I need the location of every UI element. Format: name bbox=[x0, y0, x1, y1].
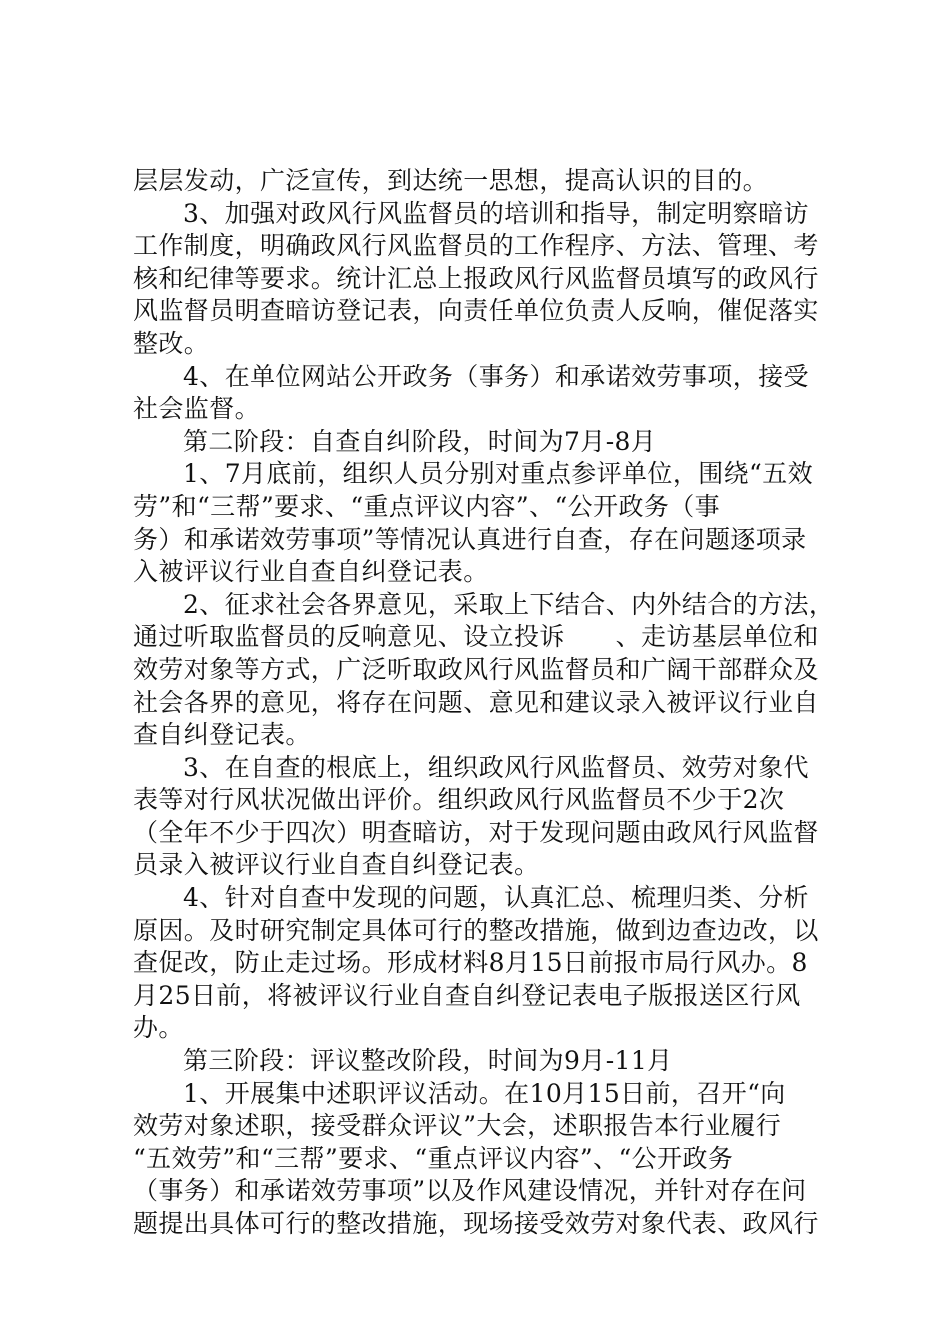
text-line: 月25日前，将被评议行业自查自纠登记表电子版报送区行风 bbox=[133, 980, 801, 1010]
text-line: 4、在单位网站公开政务（事务）和承诺效劳事项，接受 bbox=[183, 361, 809, 391]
text-line: 员录入被评议行业自查自纠登记表。 bbox=[133, 850, 540, 880]
text-line: 第三阶段：评议整改阶段，时间为9月-11月 bbox=[183, 1046, 673, 1076]
text-line: 劳”和“三帮”要求、“重点评议内容”、“公开政务（事 bbox=[133, 491, 721, 521]
text-line: 通过听取监督员的反响意见、设立投诉 、走访基层单位和 bbox=[133, 622, 819, 652]
text-line: 查促改，防止走过场。形成材料8月15日前报市局行风办。8 bbox=[133, 948, 808, 978]
text-line: 办。 bbox=[133, 1013, 184, 1043]
text-line: 4、针对自查中发现的问题，认真汇总、梳理归类、分析 bbox=[183, 883, 809, 913]
text-line: （事务）和承诺效劳事项”以及作风建设情况，并针对存在问 bbox=[133, 1176, 807, 1206]
text-line: 效劳对象述职，接受群众评议”大会，述职报告本行业履行 bbox=[133, 1111, 782, 1141]
text-line: 表等对行风状况做出评价。组织政风行风监督员不少于2次 bbox=[133, 785, 785, 815]
text-line: 1、开展集中述职评议活动。在10月15日前，召开“向 bbox=[183, 1078, 786, 1108]
text-line: 务）和承诺效劳事项”等情况认真进行自查，存在问题逐项录 bbox=[133, 524, 807, 554]
text-line: 查自纠登记表。 bbox=[133, 720, 311, 750]
text-line: 整改。 bbox=[133, 328, 210, 358]
text-line: 原因。及时研究制定具体可行的整改措施，做到边查边改，以 bbox=[133, 915, 819, 945]
text-line: “五效劳”和“三帮”要求、“重点评议内容”、“公开政务 bbox=[133, 1143, 734, 1173]
text-line: 3、在自查的根底上，组织政风行风监督员、效劳对象代 bbox=[183, 752, 809, 782]
text-line: 3、加强对政风行风监督员的培训和指导，制定明察暗访 bbox=[183, 198, 809, 228]
text-line: 第二阶段：自查自纠阶段，时间为7月-8月 bbox=[183, 426, 657, 456]
text-line: 社会各界的意见，将存在问题、意见和建议录入被评议行业自 bbox=[133, 687, 819, 717]
text-line: 工作制度，明确政风行风监督员的工作程序、方法、管理、考 bbox=[133, 231, 819, 261]
text-line: 1、7月底前，组织人员分别对重点参评单位，围绕“五效 bbox=[183, 459, 813, 489]
text-line: （全年不少于四次）明查暗访，对于发现问题由政风行风监督 bbox=[133, 817, 819, 847]
document-body bbox=[133, 165, 833, 1241]
text-line: 2、征求社会各界意见，采取上下结合、内外结合的方法， bbox=[183, 589, 835, 619]
text-line: 入被评议行业自查自纠登记表。 bbox=[133, 557, 489, 587]
text-line: 题提出具体可行的整改措施，现场接受效劳对象代表、政风行 bbox=[133, 1209, 819, 1238]
text-line: 风监督员明查暗访登记表，向责任单位负责人反响，催促落实 bbox=[133, 296, 819, 326]
text-line: 社会监督。 bbox=[133, 394, 261, 424]
text-line: 层层发动，广泛宣传，到达统一思想，提高认识的目的。 bbox=[133, 166, 769, 195]
text-line: 核和纪律等要求。统计汇总上报政风行风监督员填写的政风行 bbox=[133, 263, 819, 293]
text-line: 效劳对象等方式，广泛听取政风行风监督员和广阔干部群众及 bbox=[133, 654, 819, 684]
